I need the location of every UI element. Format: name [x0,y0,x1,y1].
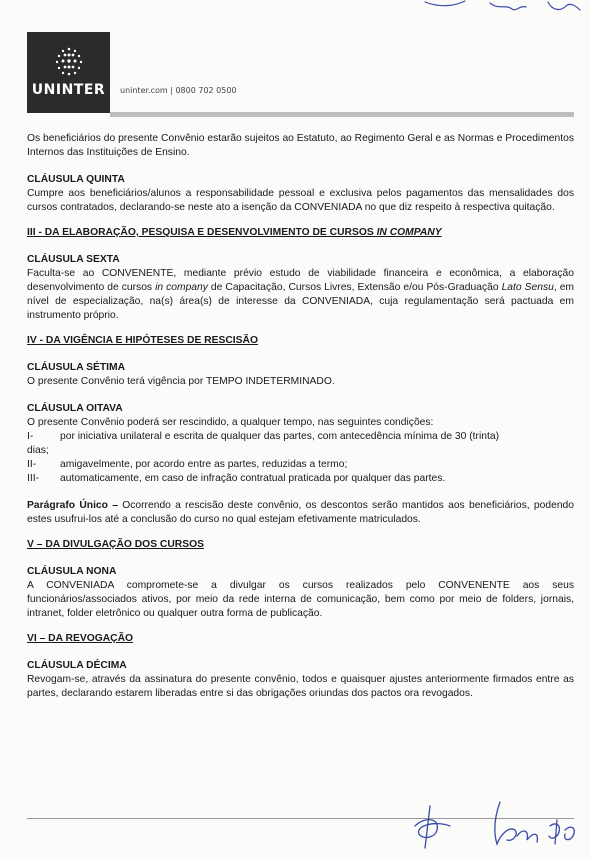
clausula-oitava-intro: O presente Convênio poderá ser rescindido, a qualquer tempo, nas seguintes condições: [27,417,434,428]
section-iii-title-italic: IN COMPANY [376,227,442,238]
paragrafo-unico-text: Ocorrendo a rescisão deste convênio, os descontos serão mantidos aos beneficiários, podendo estes usufrui-los até a conclusão do curso no qual estejam efetivamente matriculados. [27,500,575,525]
list-item-number: II- [27,459,37,470]
clausula-oitava-heading: CLÁUSULA OITAVA [27,403,123,414]
clausula-nona-text: A CONVENIADA compromete-se a divulgar os cursos realizados pelo CONVENENTE aos seus funcionários/associados ativos, por meio da rede interna de comunicação, bem como por meio de folders, jornais, intranet, folder eletrônico ou qualquer outra forma de publicação. [27,580,574,619]
intro-paragraph: Os beneficiários do presente Convênio estarão sujeitos ao Estatuto, ao Regimento Geral e as Normas e Procedimentos Internos das Instituições de Ensino. [27,133,574,158]
list-item-continuation: dias; [27,445,49,456]
logo-wordmark: UNINTER [31,82,106,98]
document-body [27,132,574,701]
paragrafo-unico-label: Parágrafo Único – [27,500,118,511]
section-vi-title: VI – DA REVOGAÇÃO [27,633,134,644]
globe-dots-icon [53,46,85,78]
section-iii-title-text: III - DA ELABORAÇÃO, PESQUISA E DESENVOLVIMENTO DE CURSOS [27,227,377,238]
clausula-sexta-text-1: Faculta-se ao CONVENENTE, mediante prévio estudo de viabilidade financeira e econômica, a elaboração desenvolvimento de cursos [27,268,574,293]
clausula-decima-heading: CLÁUSULA DÉCIMA [27,660,127,671]
clausula-nona-heading: CLÁUSULA NONA [27,566,117,577]
list-item [27,472,574,486]
clausula-sexta-heading: CLÁUSULA SEXTA [27,254,120,265]
clausula-sexta-text [27,267,574,323]
uninter-logo [27,32,110,113]
clausula-sexta-italic-1: in company [155,282,208,293]
section-iv-title: IV - DA VIGÊNCIA E HIPÓTESES DE RESCISÃO [27,335,258,346]
list-item-number: I- [27,431,34,442]
clausula-setima-text: O presente Convênio terá vigência por TEMPO INDETERMINADO. [27,376,335,387]
top-initials-signature [420,0,590,22]
list-item-text: amigavelmente, por acordo entre as partes, reduzidas a termo; [60,459,348,470]
list-item [27,458,574,472]
list-item [27,430,574,444]
header-divider [110,112,574,117]
section-iii-title [27,226,574,240]
clausula-quinta-heading: CLÁUSULA QUINTA [27,174,125,185]
clausula-sexta-text-3: , em nível de especialização, na(s) área(s) de interesse da CONVENIADA, cuja regulamentação será pactuada em instrumento próprio. [27,282,575,321]
list-item-number: III- [27,473,40,484]
clausula-sexta-text-2: de Capacitação, Cursos Livres, Extensão e/ou Pós-Graduação [207,282,502,293]
paragrafo-unico [27,499,574,527]
section-v-title: V – DA DIVULGAÇÃO DOS CURSOS [27,539,204,550]
list-item-text: por iniciativa unilateral e escrita de qualquer das partes, com antecedência mínima de 30 (trinta) [60,431,499,442]
header-contact: uninter.com | 0800 702 0500 [120,86,237,95]
clausula-decima-text: Revogam-se, através da assinatura do presente convênio, todos e quaisquer ajustes anteriormente firmados entre as partes, declarando estarem liberadas entre si das obrigações oriundas dos pactos ora revogados. [27,674,574,699]
clausula-setima-heading: CLÁUSULA SÉTIMA [27,362,126,373]
clausula-sexta-italic-2: Lato Sensu [501,282,554,293]
list-item-text: automaticamente, em caso de infração contratual praticada por qualquer das partes. [60,473,446,484]
bottom-initials-signature [405,796,585,858]
clausula-quinta-text: Cumpre aos beneficiários/alunos a responsabilidade pessoal e exclusiva pelos pagamentos das mensalidades dos cursos contratados, declarando-se neste ato a isenção da CONVENIADA no que diz respeito à respectiva quitação. [27,188,574,213]
